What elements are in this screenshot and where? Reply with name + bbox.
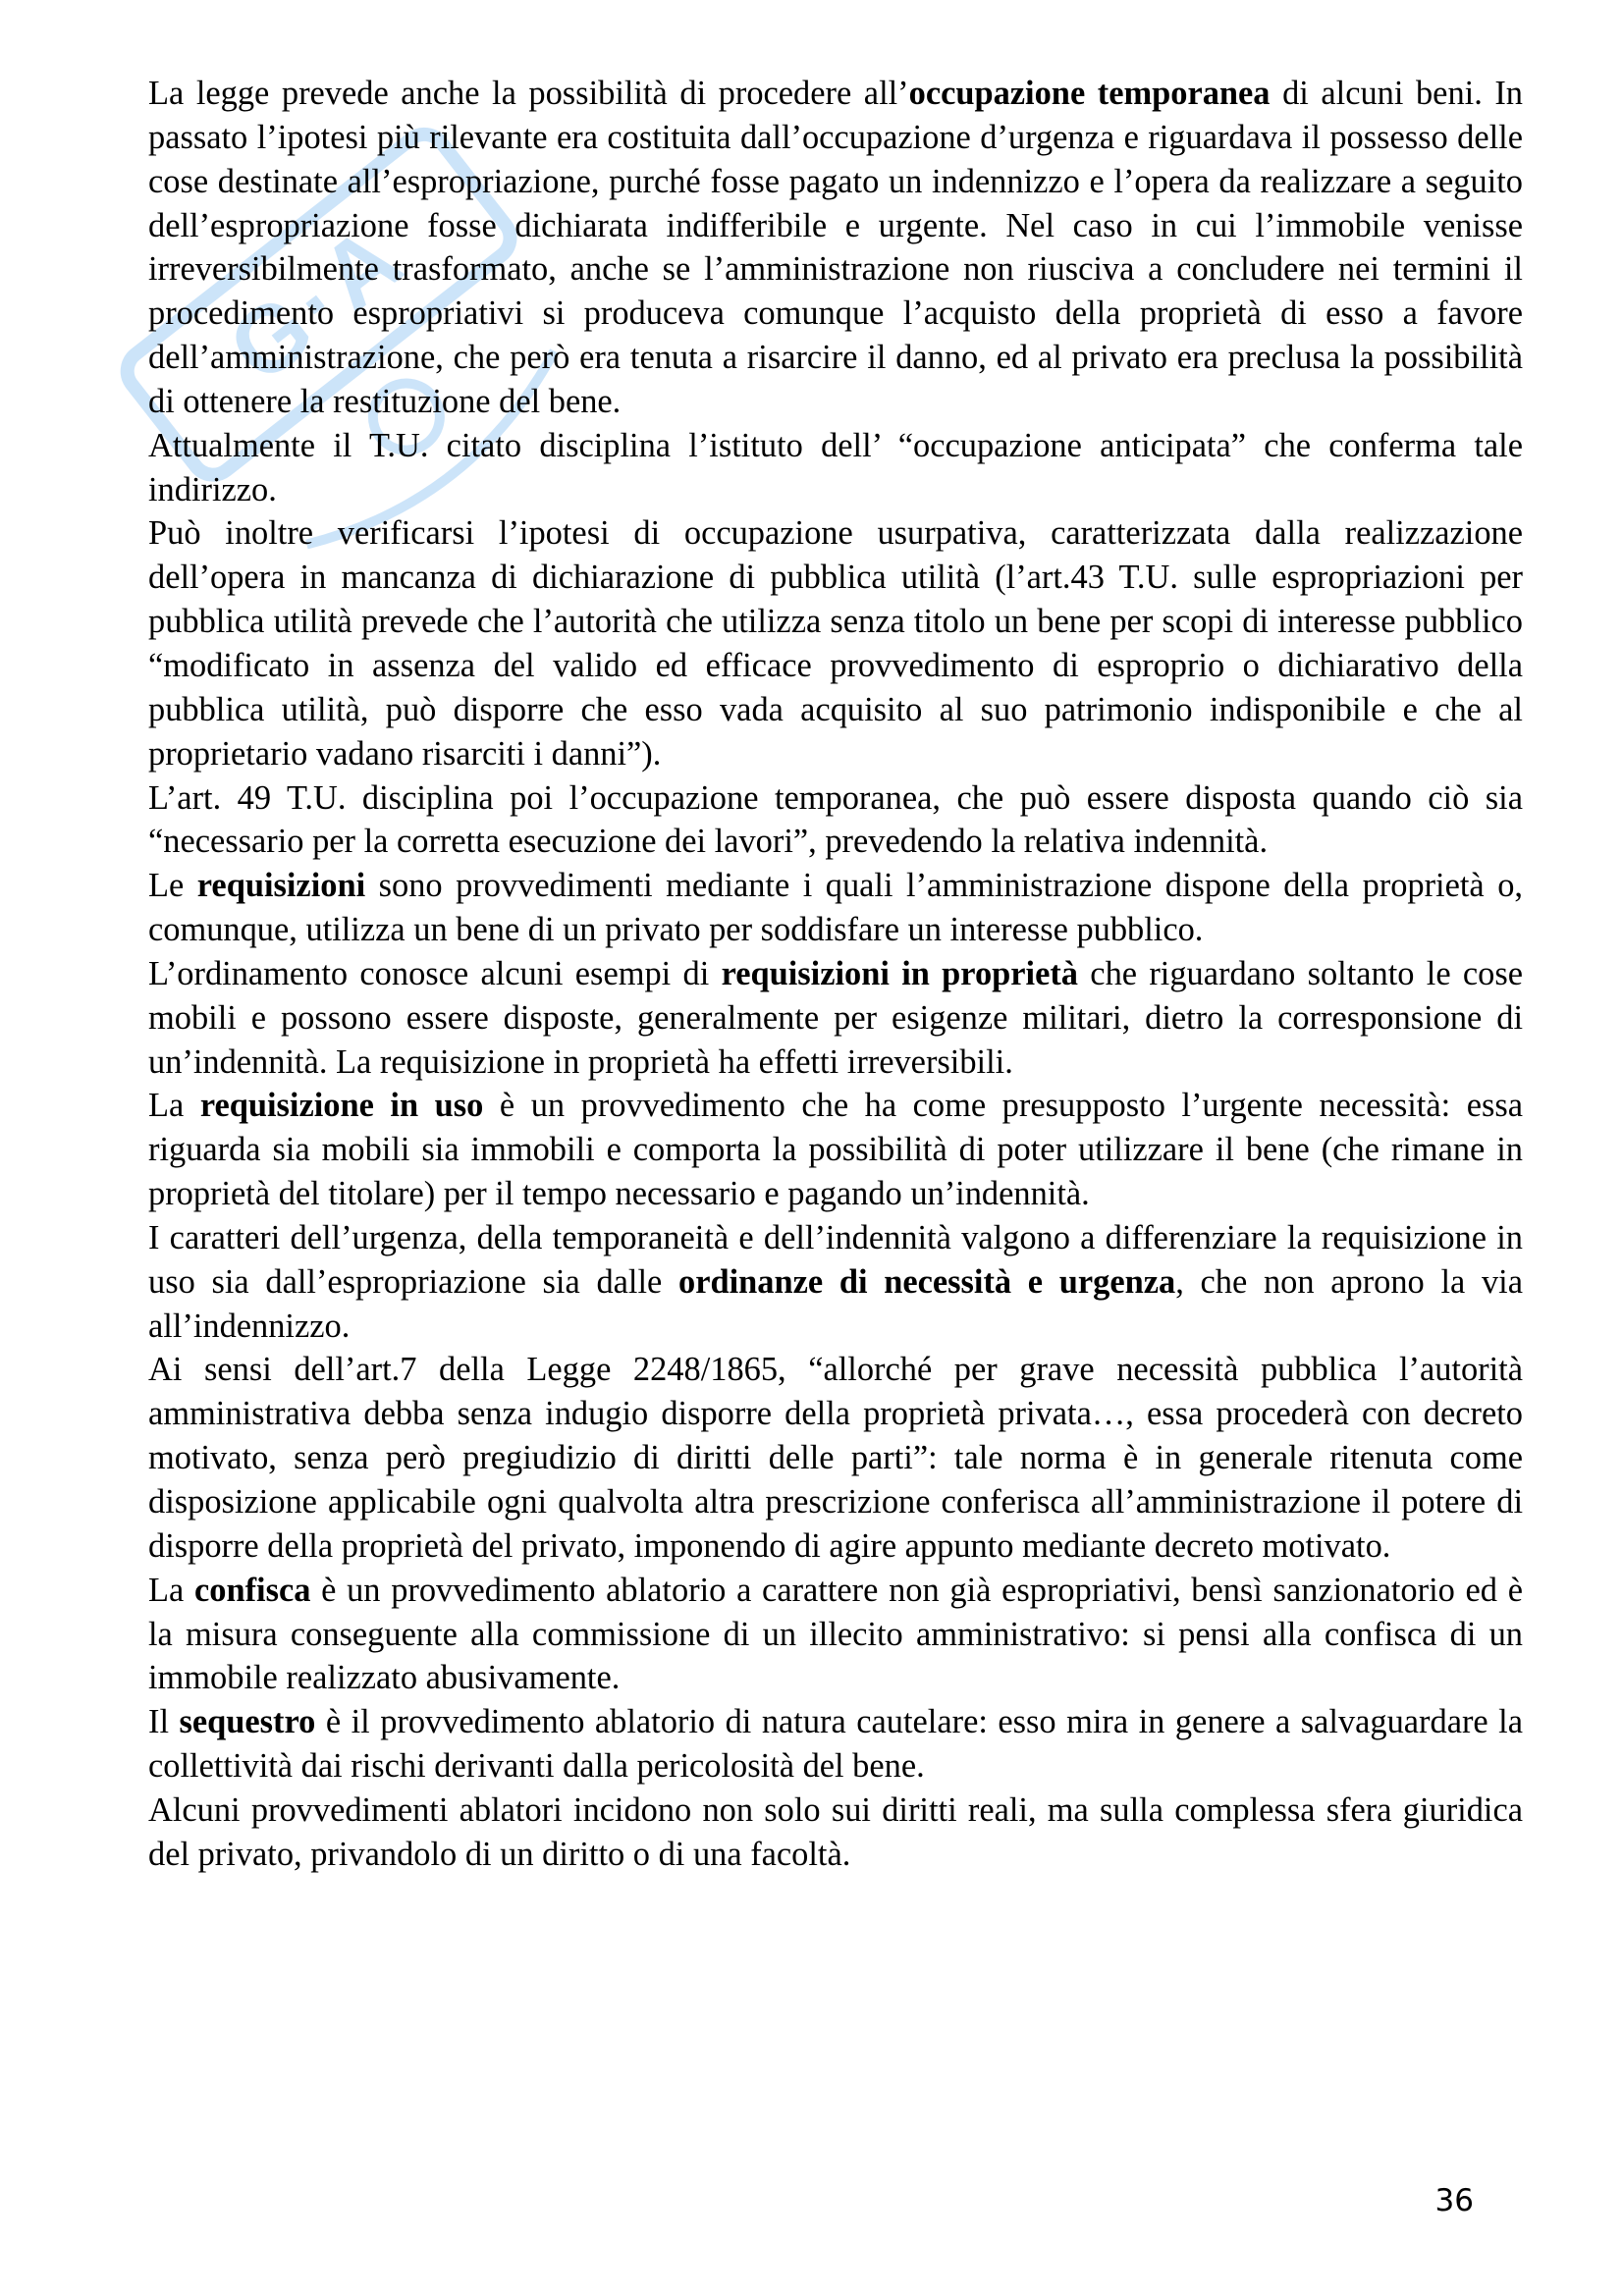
text-run: L’art. 49 T.U. disciplina poi l’occupazione temporanea, che può essere disposta quando ciò sia “necessario per la corretta esecuzione dei lavori”, prevedendo la relativa indennità.	[148, 778, 1523, 861]
paragraph	[148, 424, 1523, 512]
bold-term: confisca	[193, 1571, 311, 1609]
page-number: 36	[1434, 2183, 1474, 2218]
text-run: è un provvedimento ablatorio a carattere non già espropriativi, bensì sanzionatorio ed è la misura conseguente alla commissione di un illecito amministrativo: si pensi alla confisca di un immobile realizzato abusivamente.	[148, 1571, 1523, 1697]
bold-term: requisizione in uso	[199, 1087, 484, 1125]
text-run: La	[148, 1087, 200, 1125]
bold-term: ordinanze di necessità e urgenza	[678, 1262, 1176, 1301]
document-body	[148, 72, 1523, 1877]
paragraph	[148, 1084, 1523, 1216]
paragraph	[148, 1348, 1523, 1568]
text-run: Attualmente il T.U. citato disciplina l’istituto dell’ “occupazione anticipata” che conferma tale indirizzo.	[148, 426, 1523, 508]
paragraph	[148, 72, 1523, 424]
text-run: Il	[148, 1703, 180, 1741]
bold-term: requisizioni in proprietà	[721, 954, 1079, 992]
bold-term: occupazione temporanea	[908, 75, 1271, 112]
bold-term: requisizioni	[196, 867, 366, 905]
bold-term: sequestro	[179, 1703, 316, 1741]
text-run: di alcuni beni. In passato l’ipotesi più rilevante era costituita dall’occupazione d’urgenza e riguardava il possesso delle cose destinate all’espropriazione, purché fosse pagato un indennizzo e l’opera da realizzare a seguito dell’espropriazione fosse dichiarata indifferibile e urgente. Nel caso in cui l’immobile venisse irreversibilmente trasformato, anche se l’amministrazione non riusciva a concludere nei termini il procedimento espropriativi si produceva comunque l’acquisto della proprietà di esso a favore dell’amministrazione, che però era tenuta a risarcire il danno, ed al privato era preclusa la possibilità di ottenere la restituzione del bene.	[148, 75, 1523, 420]
text-run: è il provvedimento ablatorio di natura cautelare: esso mira in genere a salvaguardare la collettività dai rischi derivanti dalla pericolosità del bene.	[148, 1703, 1523, 1786]
paragraph	[148, 1216, 1523, 1349]
text-run: L’ordinamento conosce alcuni esempi di	[148, 954, 722, 992]
svg-text:G·A: G·A	[209, 202, 425, 403]
text-run: La legge prevede anche la possibilità di procedere all’	[148, 75, 909, 112]
paragraph	[148, 1789, 1523, 1877]
paragraph	[148, 776, 1523, 865]
paragraph	[148, 952, 1523, 1085]
text-run: è un provvedimento che ha come presupposto l’urgente necessità: essa riguarda sia mobili sia immobili e comporta la possibilità di poter utilizzare il bene (che rimane in proprietà del titolare) per il tempo necessario e pagando un’indennità.	[148, 1087, 1523, 1213]
paragraph	[148, 1700, 1523, 1789]
paragraph	[148, 1569, 1523, 1701]
text-run: , che non aprono la via all’indennizzo.	[148, 1262, 1523, 1345]
text-run: sono provvedimenti mediante i quali l’amministrazione dispone della proprietà o, comunque, utilizza un bene di un privato per soddisfare un interesse pubblico.	[148, 867, 1523, 949]
text-run: Ai sensi dell’art.7 della Legge 2248/1865, “allorché per grave necessità pubblica l’autorità amministrativa debba senza indugio disporre della proprietà privata…, essa procederà con decreto motivato, senza però pregiudizio di diritti delle parti”: tale norma è in generale ritenuta come disposizione applicabile ogni qualvolta altra prescrizione conferisca all’amministrazione il potere di disporre della proprietà del privato, imponendo di agire appunto mediante decreto motivato.	[148, 1351, 1523, 1565]
text-run: Le	[148, 867, 197, 905]
paragraph	[148, 864, 1523, 952]
text-run: che riguardano soltanto le cose mobili e possono essere disposte, generalmente per esigenze militari, dietro la corresponsione di un’indennità. La requisizione in proprietà ha effetti irreversibili.	[148, 954, 1524, 1081]
text-run: I caratteri dell’urgenza, della temporaneità e dell’indennità valgono a differenziare la requisizione in uso sia dall’espropriazione sia dalle	[148, 1218, 1523, 1301]
text-run: La	[148, 1571, 194, 1609]
paragraph	[148, 511, 1523, 775]
text-run: Alcuni provvedimenti ablatori incidono non solo sui diritti reali, ma sulla complessa sfera giuridica del privato, privandolo di un diritto o di una facoltà.	[148, 1790, 1523, 1873]
text-run: Può inoltre verificarsi l’ipotesi di occupazione usurpativa, caratterizzata dalla realizzazione dell’opera in mancanza di dichiarazione di pubblica utilità (l’art.43 T.U. sulle espropriazioni per pubblica utilità prevede che l’autorità che utilizza senza titolo un bene per scopi di interesse pubblico “modificato in assenza del valido ed efficace provvedimento di esproprio o dichiarativo della pubblica utilità, può disporre che esso vada acquisito al suo patrimonio indisponibile e che al proprietario vadano risarciti i danni”).	[148, 514, 1523, 773]
